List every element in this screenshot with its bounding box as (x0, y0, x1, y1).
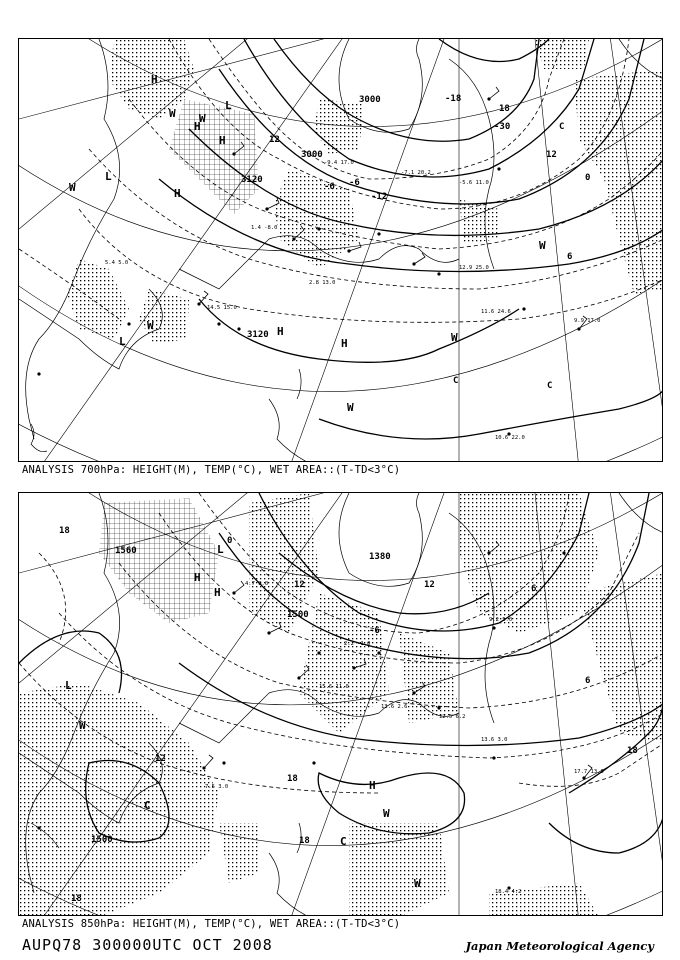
contour-label: 6 (585, 676, 591, 686)
station-value: -5.6 11.0 (459, 180, 489, 186)
cold-marker: C (144, 799, 151, 812)
contour-label: 1500 (287, 610, 309, 620)
station-value: 13.6 2.6 (381, 704, 408, 710)
contour-label: 18 (287, 774, 298, 784)
high-pressure-marker: H (214, 586, 221, 599)
contour-label: 0 (227, 536, 233, 546)
high-pressure-marker: H (194, 571, 201, 584)
warm-marker: W (414, 877, 421, 890)
high-pressure-marker: H (341, 337, 348, 350)
contour-label: 18 (59, 526, 70, 536)
contour-label: 12 (269, 135, 280, 145)
station-value: 5.4 5.0 (105, 260, 129, 266)
contour-label: 6 (531, 584, 537, 594)
station-value: 7.5 3.0 (205, 784, 229, 790)
low-pressure-marker: L (119, 335, 126, 348)
station-value: 15.6 11.0 (319, 684, 349, 690)
high-pressure-marker: H (219, 134, 226, 147)
low-pressure-marker: L (65, 679, 72, 692)
contour-label: -18 (445, 94, 462, 104)
contour-label: 18 (299, 836, 310, 846)
station-value: 1.4 -8.0 (251, 225, 278, 231)
contour-label: 18 (627, 746, 638, 756)
contour-label: -6 (324, 182, 335, 192)
station-value: 14.5 15.0 (207, 305, 237, 311)
contour-label: 3000 (359, 95, 381, 105)
contour-label: -30 (494, 122, 511, 132)
panel-caption-700hpa: ANALYSIS 700hPa: HEIGHT(M), TEMP(°C), WET AREA::(T-TD<3°C) (22, 464, 401, 476)
contour-label: -6 (349, 178, 360, 188)
contour-label: -12 (371, 192, 388, 202)
warm-marker: W (199, 112, 206, 125)
warm-marker: W (169, 107, 176, 120)
contour-label: 1500 (91, 835, 113, 845)
warm-marker: W (69, 181, 76, 194)
warm-marker: W (347, 401, 354, 414)
contour-label: 1560 (115, 546, 137, 556)
station-markers-700 (37, 97, 580, 435)
contour-label: 12 (294, 580, 305, 590)
contour-label: C (453, 376, 459, 386)
warm-marker: W (451, 331, 458, 344)
map-700hpa (19, 39, 663, 462)
station-value: 10.6 22.0 (495, 435, 525, 441)
agency-name: Japan Meteorological Agency (465, 939, 654, 953)
contour-label: 12 (424, 580, 435, 590)
high-pressure-marker: H (194, 120, 201, 133)
warm-marker: W (383, 807, 390, 820)
high-pressure-marker: H (151, 73, 158, 86)
contour-label: 18 (71, 894, 82, 904)
contour-label: 3120 (247, 330, 269, 340)
contour-label: 18 (499, 104, 510, 114)
station-value: -7.1 20.2 (401, 170, 431, 176)
station-value: 9.2 5.0 (489, 617, 513, 623)
panel-caption-850hpa: ANALYSIS 850hPa: HEIGHT(M), TEMP(°C), WET AREA::(T-TD<3°C) (22, 918, 401, 930)
station-value: 11.6 24.6 (481, 309, 511, 315)
station-value: -9.4 17.0 (324, 160, 354, 166)
contour-label: 3000 (301, 150, 323, 160)
contour-label: 12 (546, 150, 557, 160)
low-pressure-marker: L (225, 99, 232, 112)
station-value: 2.8 13.0 (309, 280, 336, 286)
contour-label: 0 (585, 173, 591, 183)
station-value: 18.4 4.2 (495, 889, 522, 895)
contour-label: 6 (567, 252, 573, 262)
map-850hpa (19, 493, 663, 916)
station-value: 2.2 -1.0 (344, 641, 371, 647)
station-value: 12.5 6.2 (439, 714, 466, 720)
contour-label: -6 (369, 626, 380, 636)
contour-label: C (547, 381, 553, 391)
high-pressure-marker: H (174, 187, 181, 200)
chart-850hpa (18, 492, 663, 916)
station-value: 9.9 17.0 (574, 318, 601, 324)
chart-code-time: AUPQ78 300000UTC OCT 2008 (22, 936, 273, 954)
contour-label: 1380 (369, 552, 391, 562)
station-value: 4.7 8.0 (245, 581, 269, 587)
low-pressure-marker: L (105, 170, 112, 183)
station-value: 17.7 13.0 (574, 769, 604, 775)
contour-label: 12 (155, 754, 166, 764)
contour-label: C (559, 122, 565, 132)
cold-marker: C (340, 835, 347, 848)
high-pressure-marker: H (369, 779, 376, 792)
chart-700hpa (18, 38, 663, 462)
warm-marker: W (79, 719, 86, 732)
station-value: 13.6 3.0 (481, 737, 508, 743)
high-pressure-marker: H (277, 325, 284, 338)
station-value: 12.9 25.0 (459, 265, 489, 271)
low-pressure-marker: L (217, 543, 224, 556)
warm-marker: W (539, 239, 546, 252)
warm-marker: W (147, 319, 154, 332)
contour-label: 3120 (241, 175, 263, 185)
